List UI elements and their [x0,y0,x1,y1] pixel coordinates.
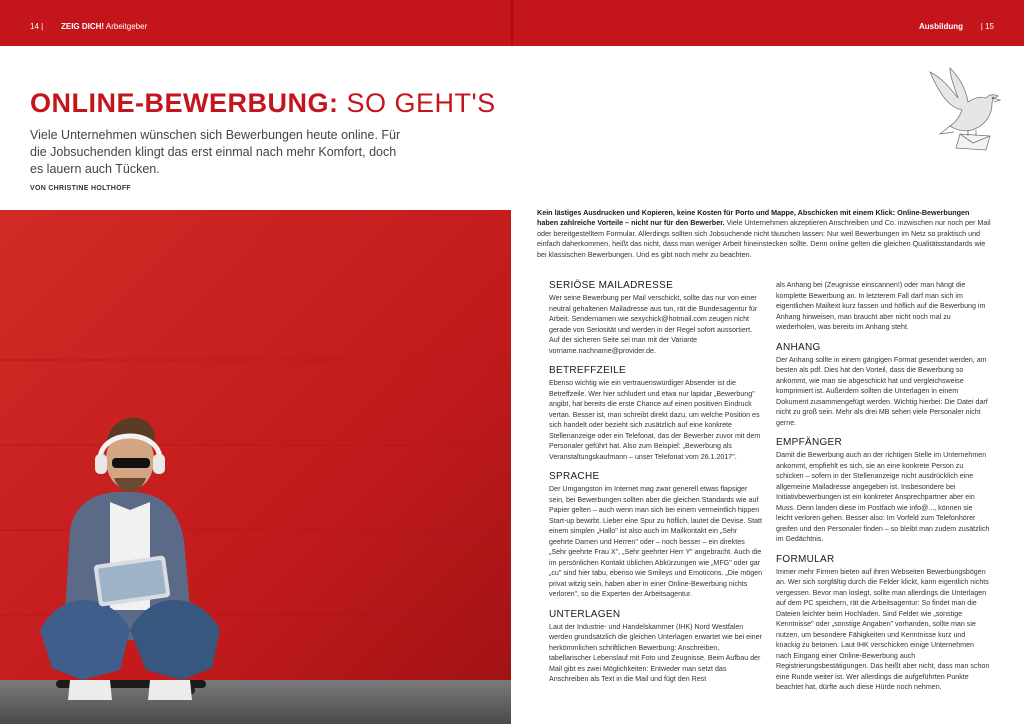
title-bold: ONLINE-BEWERBUNG: [30,88,339,118]
heading-anhang: ANHANG [776,341,821,353]
section-right: Ausbildung [919,22,964,31]
text-unterlagen-cont: als Anhang bei (Zeugnisse einscannen!) oder man hängt die komplette Bewerbung an. In letzterem Fall darf man sich im eigentlichen Mailtext kurz fassen und höflich auf die Bewerbung im Anhang hinweisen, man braucht aber nicht noch mal zu wiederholen, was bereits im Anhang steht. [776,281,986,331]
text-sprache: Der Umgangston im Internet mag zwar generell etwas flapsiger sein, bei Bewerbungen sollten aber die gleichen Standards wie auf Papier gelten – auch wenn man sich bei einem vermeintlich hippen Start-up bewirbt. Lieber eine Spur zu höflich, lautet die Devise. Statt einem simplen „Hallo" ist also auch im Mailkontakt ein „Sehr geehrte Damen und Herren" oder – noch besser – ein direktes „Sehr geehrte Frau X", „Sehr geehrter Herr Y" angebracht. Auch die im persönlichen Kontakt üblichen Abkürzungen wie „MFG" oder gar „cu" sind hier tabu, ebenso wie Smileys und Emoticons. „Die mögen privat witzig sein, haben aber in einer Online-Bewerbung nichts verloren", so die Experten der Arbeitsagentur. [549,485,763,598]
text-formular: Immer mehr Firmen bieten auf ihren Webseiten Bewerbungsbögen an. Wer sich sorgfältig durch die Felder klickt, kann eigentlich nichts vergessen. Bevor man loslegt, sollte man allerdings die Unterlagen auf dem PC speichern, rät die Arbeitsagentur: So findet man die Dateien leichter beim Hochladen. Sind Felder wie „sonstige Kenntnisse" oder „sonstige Angaben" vorhanden, sollte man sie nutzen, um besondere Fähigkeiten und Kenntnisse kurz und knackig zu betonen. Laut IHK verschicken einige Unternehmen nach Eingang einer Online-Bewerbung auch Registrierungsbestätigungen. Das heißt aber nicht, dass man schon eine Runde weiter ist. Wer allerdings die aufgeführten Punkte beachtet hat, dürfte auch diese Hürde noch nehmen. [776,567,990,691]
heading-betreffzeile: BETREFFZEILE [549,365,626,376]
right-page-number: | 15 [980,22,994,31]
heading-formular: FORMULAR [776,553,835,565]
lead-text: Viele Unternehmen akzeptieren Anschreiben und Co. inzwischen nur noch per Mail oder bereitgestelltem Formular. Allerdings sollten sich Jobsuchende nicht täuschen lassen: Nur weil Bewerbungen im Netz so praktisch und einfach daherkommen, heißt das nicht, dass man weniger Arbeit hineinstecken sollte. Denn online gelten die gleichen Qualitätsstandards wie bei klassischen Bewerbungen. Und es gibt noch mehr zu beachten. [537,218,991,259]
section-left: Arbeitgeber [105,22,148,31]
text-column-2 [776,280,990,702]
text-unterlagen: Laut der Industrie- und Handelskammer (IHK) Nord Westfalen werden grundsätzlich die gleichen Unterlagen erwartet wie bei einer herkömmlichen schriftlichen Bewerbung: Anschreiben, tabellarischer Lebenslauf mit Foto und Zeugnisse. Beim Aufbau der Mail gibt es zwei Möglichkeiten: Entweder man setzt das Anschreiben als Text in die Mail und fügt den Rest [549,622,762,683]
header-right [919,22,994,31]
page-header [0,0,1024,46]
article-photo [0,210,511,724]
article-title [30,88,496,119]
text-mailadresse: Wer seine Bewerbung per Mail verschickt, sollte das nur von einer neutral gehaltenen Mailadresse aus tun, rät die Bundesagentur für Arbeit. Sendernamen wie sexychick@hotmail.com zeugen nicht gerade von Seriosität und werden in der Regel sofort aussortiert. Auf der sicheren Seite sei man mit der Variante vorname.nachname@provider.de. [549,294,758,355]
heading-sprache: SPRACHE [549,471,600,482]
heading-unterlagen: UNTERLAGEN [549,608,621,620]
article-lead [537,208,992,260]
article-intro: Viele Unternehmen wünschen sich Bewerbungen heute online. Für die Jobsuchenden klingt das erst einmal nach mehr Komfort, doch es lauern auch Tücken. [30,128,401,176]
spine [511,0,513,46]
article-author: VON CHRISTINE HOLTHOFF [30,185,131,192]
magazine-name: ZEIG DICH! [60,22,105,31]
text-anhang: Der Anhang sollte in einem gängigen Format gesendet werden, am besten als pdf. Dies hat den Vorteil, dass die Bewerbung so ankommt, wie man sie abgeschickt hat und vergleichsweise komprimiert ist. Außerdem sollten die Unterlagen in einem Dokument zusammengefügt werden. Wichtig hierbei: Die Datei darf nicht zu groß sein. Mehr als drei MB sehen viele Personaler nicht gerne. [776,355,988,427]
left-page-number: 14 | [30,22,44,31]
lead-bold: Kein lästiges Ausdrucken und Kopieren, keine Kosten für Porto und Mappe, Abschicken mit einem Klick: Online-Bewerbungen haben zahlreiche Vorteile – nicht nur für den Bewerber. [537,208,970,228]
heading-empfaenger: EMPFÄNGER [776,437,843,448]
dove-with-letter-icon [920,64,1008,154]
heading-mailadresse: SERIÖSE MAILADRESSE [549,280,674,291]
header-left [30,22,147,31]
title-light: SO GEHT'S [346,88,496,118]
text-betreffzeile: Ebenso wichtig wie ein vertrauenswürdiger Absender ist die Betreffzeile. Wer hier schludert und etwa nur lapidar „Bewerbung" angibt, hat bereits die erste Chance auf einen positiven Eindruck vertan. Besser ist, man schreibt direkt dazu, um welche Position es sich handelt oder bezieht sich zusätzlich auf eine konkrete Stellenanzeige oder ein Telefonat, das der Bewerber zuvor mit dem Personaler geführt hat. Also zum Beispiel: „Bewerbung als Veranstaltungskaufmann – unser Telefonat vom 26.1.2017". [549,379,761,461]
text-column-1 [549,280,763,694]
text-empfaenger: Damit die Bewerbung auch an der richtigen Stelle im Unternehmen ankommt, empfiehlt es sich, sie an eine konkrete Person zu schicken – sofern in der Stellenanzeige nicht ausdrücklich eine allgemeine Mailadresse angegeben ist. Insbesondere bei Initiativbewerbungen ist ein konkreter Ansprechpartner aber ein Muss. Denn landen diese im Postfach wie info@..., können sie leicht verloren gehen. Besser also: Im Vorfeld zum Telefonhörer greifen und den Personaler finden – so bleibt man zudem zusätzlich im Gedächtnis. [776,451,990,543]
